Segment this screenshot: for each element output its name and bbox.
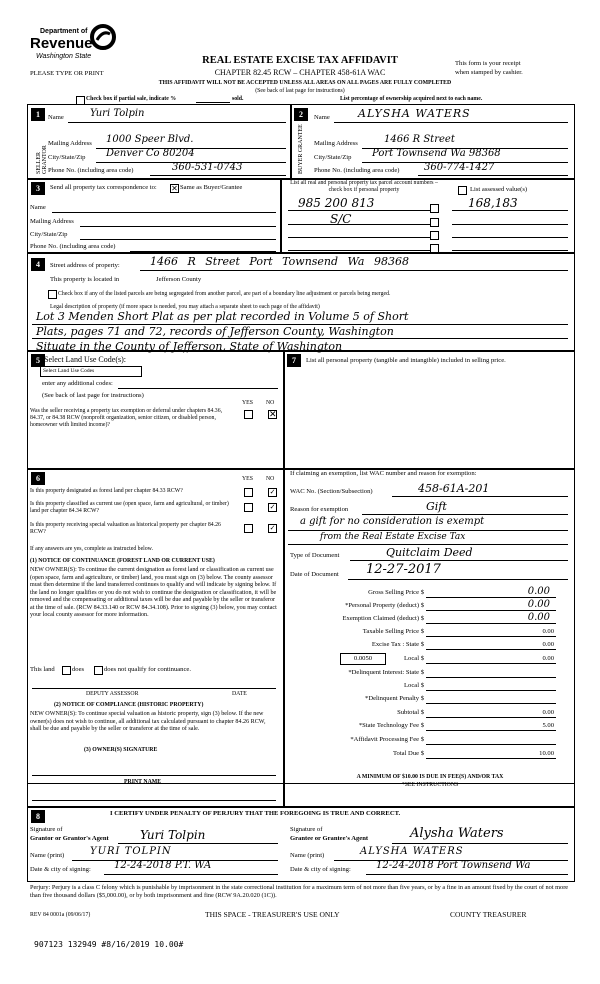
historic-no-checkbox[interactable]: ✓ — [269, 524, 276, 532]
exemption-yes-checkbox[interactable] — [244, 410, 253, 419]
seller-city[interactable]: Denver Co 80204 — [106, 148, 195, 159]
personal-property-label: List all personal property (tangible and intangible) included in selling price. — [306, 357, 506, 364]
exemption-no-checkbox[interactable]: ✕ — [269, 409, 277, 419]
reason-2[interactable]: a gift for no consideration is exempt — [300, 516, 485, 527]
grantee-date-label: Date & city of signing: — [290, 866, 351, 873]
doctype-label: Type of Document — [290, 552, 340, 559]
grantee-signature[interactable]: Alysha Waters — [410, 826, 504, 841]
docdate-label: Date of Document — [290, 571, 339, 578]
seller-city-label: City/State/Zip — [48, 154, 86, 161]
taxable-label: Taxable Selling Price $ — [362, 628, 424, 635]
local-rate-field[interactable] — [340, 653, 386, 665]
affidavit-fee-label: *Affidavit Processing Fee $ — [350, 736, 424, 743]
street-label: Street address of property: — [50, 262, 120, 269]
grantee-sig-label-1: Signature of — [290, 826, 323, 833]
see-back: (See back of last page for instructions) — [255, 88, 345, 94]
excise-state-label: Excise Tax : State $ — [371, 641, 424, 648]
grantor-sig-label-2: Grantor or Grantor's Agent — [30, 835, 109, 842]
corr-city-field[interactable] — [80, 239, 276, 240]
gross-label: Gross Selling Price $ — [368, 589, 424, 596]
forest-no-checkbox[interactable]: ✓ — [269, 488, 276, 496]
agency-line2: Revenue — [30, 35, 93, 52]
assessed-checkbox[interactable] — [458, 186, 467, 195]
exemption-claim-label: If claiming an exemption, list WAC number and reason for exemption: — [290, 470, 477, 477]
partial-sale-pct-line — [196, 102, 230, 103]
buyer-phone-label: Phone No. (including area code) — [314, 167, 400, 174]
delinq-state-label: *Delinquent Interest: State $ — [348, 669, 424, 676]
this-land-label: This land — [30, 666, 55, 673]
seller-name-label: Name — [48, 114, 64, 121]
grantor-date-label: Date & city of signing: — [30, 866, 91, 873]
same-as-buyer-label: Same as Buyer/Grantee — [180, 184, 243, 191]
total-label: Total Due $ — [392, 750, 424, 757]
section6-yes: YES — [242, 476, 253, 482]
continuance-title: (1) NOTICE OF CONTINUANCE (FOREST LAND OR CURRENT USE) — [30, 558, 215, 564]
does-not-checkbox[interactable] — [94, 666, 103, 675]
partial-sale-label: Check box if partial sale, indicate % — [86, 96, 177, 102]
gross-value[interactable]: 0.00 — [527, 586, 550, 597]
cashier-stamp: 907123 132949 #8/16/2019 10.00# — [34, 940, 184, 949]
correspondence-send-label: Send all property tax correspondence to: — [50, 184, 157, 191]
rev-number: REV 84 0001a (09/06/17) — [30, 912, 91, 918]
agency-line1: Department of — [40, 28, 88, 35]
reason-3[interactable]: from the Real Estate Excise Tax — [320, 532, 466, 542]
minimum-note: A MINIMUM OF $10.00 IS DUE IN FEE(S) AND/OR TAX — [356, 774, 504, 780]
wac-number[interactable]: 458-61A-201 — [418, 482, 490, 495]
treasurer-use: THIS SPACE - TREASURER'S USE ONLY — [205, 910, 340, 919]
grantor-date[interactable]: 12-24-2018 P.T. WA — [114, 860, 212, 871]
document-type[interactable]: Quitclaim Deed — [386, 546, 473, 559]
forest-yes-checkbox[interactable] — [244, 488, 253, 497]
subtotal-value: 0.00 — [542, 709, 554, 716]
reason-label: Reason for exemption — [290, 506, 349, 513]
penalty-label: *Delinquent Penalty $ — [365, 695, 424, 702]
perjury-notice: Perjury: Perjury is a class C felony which is punishable by imprisonment in the state correctional institution for a maximum term of not more than five years, or by a fine in an amount fixed by the court of not more than five thousand dollars ($5,000.00), or by both imprisonment and fine (RCW 9A.20.020 (1C)). — [30, 884, 569, 899]
compliance-title: (2) NOTICE OF COMPLIANCE (HISTORIC PROPERTY) — [54, 702, 204, 708]
corr-phone-label: Phone No. (including area code) — [30, 243, 116, 250]
exemption-question: Was the seller receiving a property tax exemption or deferral under chapters 84.36, 84.37, or 84.38 RCW (nonprofit organization, senior citizen, or disabled person, homeowner with limited income)? — [30, 408, 223, 428]
legal-line-3[interactable]: Situate in the County of Jefferson, State of Washington — [36, 340, 343, 353]
seller-addr-label: Mailing Address — [48, 140, 92, 147]
form-warning: THIS AFFIDAVIT WILL NOT BE ACCEPTED UNLESS ALL AREAS ON ALL PAGES ARE FULLY COMPLETED — [158, 80, 452, 86]
assessed-value-1[interactable]: 168,183 — [468, 196, 518, 210]
current-use-yes-checkbox[interactable] — [244, 503, 253, 512]
corr-name-label: Name — [30, 204, 46, 211]
section-8-badge: 8 — [31, 810, 45, 823]
land-use-yes: YES — [242, 400, 253, 406]
land-use-select-value: Select Land Use Codes — [43, 368, 95, 374]
subtotal-label: Subtotal $ — [397, 709, 424, 716]
seller-phone[interactable]: 360-531-0743 — [172, 162, 243, 173]
total-value: 10.00 — [539, 750, 554, 757]
county-treasurer: COUNTY TREASURER — [450, 910, 527, 919]
section6-no: NO — [266, 476, 275, 482]
buyer-addr[interactable]: 1466 R Street — [384, 134, 455, 145]
buyer-side-label: BUYER GRANTEE — [298, 124, 304, 174]
compliance-text: NEW OWNER(S): To continue special valuation as historic property, sign (3) below. If the new owner(s) does not wish to continue, all additional tax calculated pursuant to chapter 84.26 RCW, shall be due and payable by the seller or transferor at the time of sale. — [30, 711, 266, 732]
tech-fee-label: *State Technology Fee $ — [358, 722, 424, 729]
corr-addr-label: Mailing Address — [30, 218, 74, 225]
print-name-line[interactable] — [32, 800, 276, 801]
deputy-assessor-label: DEPUTY ASSESSOR — [86, 691, 139, 697]
legal-line-1[interactable]: Lot 3 Menden Short Plat as per plat recorded in Volume 5 of Short — [36, 310, 409, 323]
grantor-name-label: Name (print) — [30, 852, 65, 859]
receipt-note-2: when stamped by cashier. — [455, 69, 523, 76]
grantee-name-label: Name (print) — [290, 852, 325, 859]
land-use-no: NO — [266, 400, 275, 406]
corr-name-field[interactable] — [52, 212, 276, 213]
document-date[interactable]: 12-27-2017 — [366, 562, 441, 577]
buyer-name[interactable]: ALYSHA WATERS — [358, 107, 471, 120]
grantor-sig-label-1: Signature of — [30, 826, 63, 833]
local-label: Local $ — [404, 655, 424, 662]
deputy-date-label: DATE — [232, 691, 247, 697]
section-4-badge: 4 — [31, 258, 45, 271]
land-use-label: Select Land Use Code(s): — [44, 355, 126, 364]
corr-addr-field[interactable] — [80, 226, 276, 227]
excise-state-value: 0.00 — [542, 641, 554, 648]
forest-question: Is this property designated as forest land per chapter 84.33 RCW? — [30, 488, 183, 494]
grantee-date[interactable]: 12-24-2018 Port Townsend Wa — [376, 860, 531, 871]
buyer-phone[interactable]: 360-774-1427 — [424, 162, 495, 173]
taxable-value: 0.00 — [542, 628, 554, 635]
grantee-sig-label-2: Grantee or Grantee's Agent — [290, 835, 369, 842]
exempt-value[interactable]: 0.00 — [527, 612, 550, 623]
see-instructions: *SEE INSTRUCTIONS — [401, 782, 459, 788]
current-use-question: Is this property classified as current use (open space, farm and agricultural, or timber) land per chapter 84.34 RCW? — [30, 501, 229, 514]
property-county: Jefferson County — [156, 276, 202, 283]
land-use-select[interactable] — [40, 366, 142, 377]
personal-label: *Personal Property (deduct) $ — [345, 602, 424, 609]
buyer-city[interactable]: Port Townsend Wa 98368 — [372, 148, 501, 159]
same-as-buyer-checkbox[interactable]: ✕ — [171, 184, 178, 193]
section-6 — [27, 468, 285, 808]
grantee-name[interactable]: ALYSHA WATERS — [360, 846, 464, 857]
parcels-header: List all real and personal property tax parcel account numbers – check box if personal property — [290, 180, 438, 193]
form-chapter: CHAPTER 82.45 RCW – CHAPTER 458-61A WAC — [214, 68, 386, 77]
owner-signature-line[interactable] — [32, 775, 276, 776]
does-label: does — [72, 666, 85, 673]
agency-line3: Washington State — [36, 53, 92, 60]
personal-property-section — [283, 350, 575, 470]
historic-question: Is this property receiving special valuation as historical property per chapter 84.26 RCW? — [30, 522, 221, 535]
grantor-signature[interactable]: Yuri Tolpin — [140, 828, 206, 842]
buyer-addr-label: Mailing Address — [314, 140, 358, 147]
buyer-city-label: City/State/Zip — [314, 154, 352, 161]
does-not-label: does not qualify for continuance. — [104, 666, 191, 673]
legal-label: Legal description of property (if more space is needed, you may attach a separate sheet to each page of the affidavit) — [50, 304, 320, 310]
section-3-badge: 3 — [31, 182, 45, 195]
receipt-note-1: This form is your receipt — [455, 60, 521, 67]
additional-codes-field[interactable] — [118, 388, 278, 389]
if-yes-note: If any answers are yes, complete as instructed below. — [30, 546, 153, 552]
does-checkbox[interactable] — [62, 666, 71, 675]
historic-yes-checkbox[interactable] — [244, 524, 253, 533]
section-2-badge: 2 — [294, 108, 308, 121]
current-use-no-checkbox[interactable]: ✓ — [269, 503, 276, 511]
continuance-text: NEW OWNER(S): To continue the current designation as forest land or classification as current use (open space, farm and agriculture, or timber) land, you must sign on (3) below. The county assessor must then determine if the land transferred continues to qualify and will indicate by signing below. If the land no longer qualifies or you do not wish to continue the designation or classification, it will be removed and the compensating or additional taxes will be due and payable by the seller or transferor at the time of sale. (RCW 84.33.140 or RCW 84.34.108). Prior to signing (3) below, you may contact your local county assessor for more information. — [30, 567, 277, 618]
legal-line-2[interactable]: Plats, pages 71 and 72, records of Jefferson County, Washington — [36, 325, 394, 338]
seller-addr[interactable]: 1000 Speer Blvd. — [106, 134, 194, 145]
wac-label: WAC No. (Section/Subsection) — [290, 488, 373, 495]
sold-label: sold. — [232, 96, 244, 102]
revenue-logo — [30, 24, 120, 66]
logo-swoosh-icon — [90, 24, 116, 50]
pct-list-label: List percentage of ownership acquired next to each name. — [340, 96, 483, 102]
seller-side-label: SELLER GRANTOR — [36, 145, 48, 174]
parcel-2-personal-checkbox[interactable] — [430, 218, 439, 227]
segregation-label: Check box if any of the listed parcels are being segregated from another parcel, are part of a boundary line adjustment or parcels being merged. — [58, 291, 391, 297]
please-type: PLEASE TYPE OR PRINT — [30, 70, 104, 77]
additional-codes-label: enter any additional codes: — [42, 380, 113, 387]
print-name-label: PRINT NAME — [124, 779, 162, 785]
local-rate: 0.0050 — [353, 655, 373, 662]
section-6-badge: 6 — [31, 472, 45, 485]
section-7-badge: 7 — [287, 354, 301, 367]
property-street[interactable]: 1466 R Street Port Townsend Wa 98368 — [150, 255, 409, 268]
grantor-name[interactable]: YURI TOLPIN — [90, 846, 172, 857]
section-5-badge: 5 — [31, 354, 45, 367]
corr-city-label: City/State/Zip — [30, 231, 68, 238]
owner-signature-label: (3) OWNER(S) SIGNATURE — [84, 747, 158, 753]
segregation-checkbox[interactable] — [48, 290, 57, 299]
seller-name[interactable]: Yuri Tolpin — [90, 108, 145, 119]
form-title: REAL ESTATE EXCISE TAX AFFIDAVIT — [202, 55, 398, 66]
certify-text: I CERTIFY UNDER PENALTY OF PERJURY THAT THE FOREGOING IS TRUE AND CORRECT. — [110, 810, 401, 817]
located-label: This property is located in — [50, 276, 120, 283]
deputy-assessor-line[interactable] — [32, 688, 276, 689]
reason-1[interactable]: Gift — [426, 500, 447, 513]
tech-fee-value: 5.00 — [542, 722, 554, 729]
local-value: 0.00 — [542, 655, 554, 662]
parcel-1[interactable]: 985 200 813 — [298, 196, 375, 210]
buyer-name-label: Name — [314, 114, 330, 121]
land-use-see-back: (See back of last page for instructions) — [42, 392, 144, 399]
exempt-label: Exemption Claimed (deduct) $ — [342, 615, 424, 622]
parcel-2[interactable]: S/C — [330, 212, 352, 226]
assessed-value-label: List assessed value(s) — [470, 186, 528, 193]
delinq-local-label: Local $ — [404, 682, 424, 689]
parcel-3-personal-checkbox[interactable] — [430, 231, 439, 240]
personal-value[interactable]: 0.00 — [527, 599, 550, 610]
parcel-1-personal-checkbox[interactable] — [430, 204, 439, 213]
seller-phone-label: Phone No. (including area code) — [48, 167, 134, 174]
section-1-badge: 1 — [31, 108, 45, 121]
